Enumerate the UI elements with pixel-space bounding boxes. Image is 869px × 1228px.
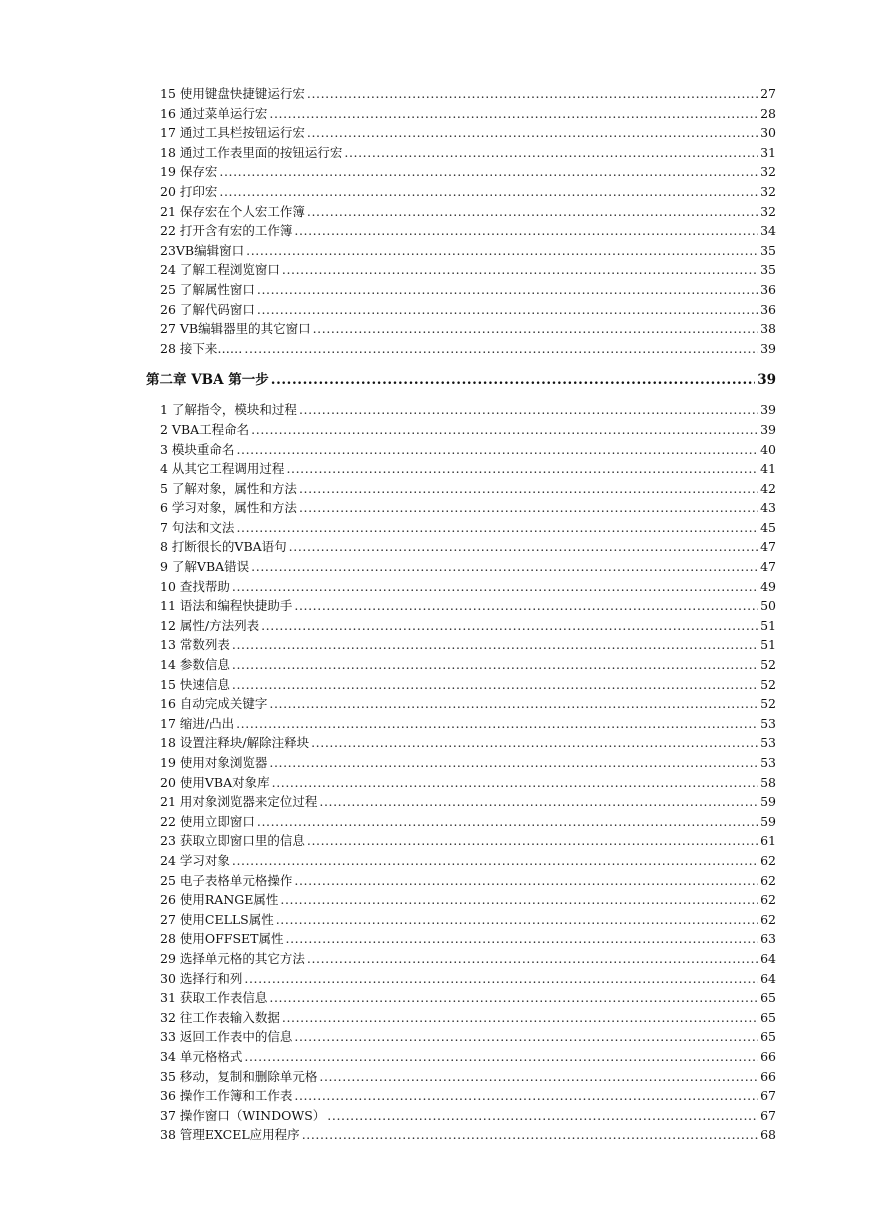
table-of-contents: [146, 84, 776, 1145]
toc-entry-page-number: 39: [760, 421, 776, 437]
toc-entry-label: 26 使用RANGE属性: [160, 892, 279, 908]
toc-entry-label: 31 获取工作表信息: [160, 990, 268, 1006]
chapter-page-number: 39: [757, 372, 776, 389]
toc-entry-label: 37 操作窗口（WINDOWS）: [160, 1107, 326, 1123]
toc-entry-page-number: 52: [760, 696, 776, 712]
toc-entry-page-number: 34: [760, 223, 776, 239]
toc-entry-label: 34 单元格格式: [160, 1048, 243, 1064]
dot-leader: [286, 929, 759, 949]
toc-entry-page-number: 27: [760, 86, 776, 101]
toc-entry[interactable]: [146, 851, 776, 871]
toc-entry[interactable]: [146, 773, 776, 793]
toc-entry-label: 15 快速信息: [160, 676, 230, 692]
toc-entry[interactable]: [146, 655, 776, 675]
toc-entry-page-number: 58: [760, 774, 776, 790]
dot-leader: [286, 459, 758, 479]
toc-entry-label: 9 了解VBA错误: [160, 559, 250, 575]
toc-entry-label: 33 返回工作表中的信息: [160, 1029, 293, 1045]
toc-entry[interactable]: [146, 221, 776, 241]
toc-entry-label: 30 选择行和列: [160, 970, 243, 986]
dot-leader: [236, 518, 758, 538]
dot-leader: [246, 241, 758, 261]
toc-entry[interactable]: [146, 440, 776, 460]
toc-entry-label: 32 往工作表输入数据: [160, 1009, 280, 1025]
toc-entry-page-number: 65: [760, 1029, 776, 1045]
dot-leader: [271, 370, 755, 390]
toc-entry[interactable]: [146, 420, 776, 440]
toc-section-b: [146, 400, 776, 1145]
dot-leader: [319, 1067, 758, 1087]
dot-leader: [294, 1027, 758, 1047]
toc-entry-page-number: 32: [760, 164, 776, 180]
toc-entry[interactable]: [146, 577, 776, 597]
dot-leader: [232, 577, 758, 597]
dot-leader: [251, 420, 758, 440]
toc-entry-page-number: 65: [760, 990, 776, 1006]
dot-leader: [282, 260, 758, 280]
dot-leader: [327, 1106, 758, 1126]
toc-entry-label: 23VB编辑窗口: [160, 242, 245, 258]
toc-entry-page-number: 53: [760, 715, 776, 731]
toc-entry[interactable]: [146, 459, 776, 479]
toc-entry[interactable]: [146, 616, 776, 636]
dot-leader: [307, 949, 758, 969]
toc-entry-page-number: 53: [760, 735, 776, 751]
toc-entry[interactable]: [146, 1047, 776, 1067]
toc-entry-page-number: 36: [760, 301, 776, 317]
toc-entry[interactable]: [146, 1106, 776, 1126]
toc-entry[interactable]: [146, 675, 776, 695]
toc-chapter-heading[interactable]: [146, 370, 776, 390]
toc-entry-label: 15 使用键盘快捷键运行宏: [160, 86, 305, 101]
toc-entry-page-number: 30: [760, 125, 776, 141]
dot-leader: [282, 1008, 758, 1028]
toc-entry-page-number: 43: [760, 500, 776, 516]
dot-leader: [294, 1086, 758, 1106]
chapter-title: 第二章 VBA 第一步: [146, 372, 269, 389]
dot-leader: [269, 104, 758, 124]
toc-entry-label: 24 了解工程浏览窗口: [160, 262, 280, 278]
dot-leader: [232, 635, 758, 655]
toc-entry[interactable]: [146, 831, 776, 851]
toc-entry[interactable]: [146, 1027, 776, 1047]
dot-leader: [257, 300, 758, 320]
toc-entry[interactable]: [146, 792, 776, 812]
toc-entry-label: 29 选择单元格的其它方法: [160, 950, 305, 966]
dot-leader: [244, 1047, 758, 1067]
dot-leader: [294, 221, 758, 241]
toc-entry[interactable]: [146, 123, 776, 143]
dot-leader: [299, 479, 758, 499]
dot-leader: [272, 773, 758, 793]
dot-leader: [276, 910, 758, 930]
toc-entry[interactable]: [146, 400, 776, 420]
toc-entry-label: 23 获取立即窗口里的信息: [160, 833, 305, 849]
dot-leader: [269, 753, 758, 773]
toc-entry[interactable]: [146, 694, 776, 714]
toc-entry[interactable]: [146, 1008, 776, 1028]
dot-leader: [257, 280, 758, 300]
toc-entry-label: 35 移动，复制和删除单元格: [160, 1068, 318, 1084]
toc-entry-page-number: 53: [760, 755, 776, 770]
toc-entry-page-number: 32: [760, 203, 776, 219]
dot-leader: [280, 890, 758, 910]
dot-leader: [294, 596, 758, 616]
toc-entry-page-number: 67: [760, 1088, 776, 1104]
dot-leader: [257, 812, 758, 832]
toc-entry-label: 19 使用对象浏览器: [160, 755, 268, 770]
toc-entry-page-number: 59: [760, 794, 776, 810]
toc-entry-label: 11 语法和编程快捷助手: [160, 598, 293, 614]
toc-entry-label: 28 使用OFFSET属性: [160, 931, 284, 947]
toc-entry-page-number: 66: [760, 1048, 776, 1064]
toc-entry-page-number: 61: [760, 833, 776, 849]
toc-entry[interactable]: [146, 1125, 776, 1145]
toc-entry-label: 13 常数列表: [160, 637, 230, 653]
toc-entry[interactable]: [146, 182, 776, 202]
toc-entry-label: 22 打开含有宏的工作簿: [160, 223, 293, 239]
toc-entry-label: 25 电子表格单元格操作: [160, 872, 293, 888]
toc-entry-page-number: 47: [760, 559, 776, 575]
toc-entry-label: 25 了解属性窗口: [160, 281, 255, 297]
toc-entry-page-number: 64: [760, 970, 776, 986]
toc-entry[interactable]: [146, 714, 776, 734]
toc-section-a: [146, 84, 776, 358]
toc-entry[interactable]: [146, 479, 776, 499]
dot-leader: [232, 655, 758, 675]
toc-entry-label: 1 了解指令，模块和过程: [160, 402, 297, 418]
toc-entry-page-number: 62: [760, 892, 776, 908]
toc-entry[interactable]: [146, 260, 776, 280]
toc-entry[interactable]: [146, 871, 776, 891]
toc-entry-label: 22 使用立即窗口: [160, 813, 255, 829]
toc-entry[interactable]: [146, 949, 776, 969]
toc-entry-page-number: 35: [760, 242, 776, 258]
toc-entry[interactable]: [146, 969, 776, 989]
toc-entry[interactable]: [146, 104, 776, 124]
toc-entry[interactable]: [146, 1067, 776, 1087]
toc-entry-label: 21 保存宏在个人宏工作簿: [160, 203, 305, 219]
toc-entry-label: 19 保存宏: [160, 164, 218, 180]
toc-entry-label: 26 了解代码窗口: [160, 301, 255, 317]
toc-entry-label: 36 操作工作簿和工作表: [160, 1088, 293, 1104]
toc-entry-page-number: 59: [760, 813, 776, 829]
toc-entry[interactable]: [146, 537, 776, 557]
toc-entry-label: 8 打断很长的VBA语句: [160, 539, 287, 555]
toc-entry[interactable]: [146, 84, 776, 104]
toc-entry[interactable]: [146, 1086, 776, 1106]
toc-entry-label: 7 句法和文法: [160, 519, 235, 535]
toc-entry-label: 28 接下来……: [160, 340, 243, 356]
dot-leader: [236, 440, 758, 460]
toc-entry-page-number: 40: [760, 441, 776, 457]
toc-entry-label: 14 参数信息: [160, 657, 230, 673]
dot-leader: [299, 400, 758, 420]
dot-leader: [244, 969, 758, 989]
dot-leader: [289, 537, 758, 557]
toc-entry-label: 21 用对象浏览器来定位过程: [160, 794, 318, 810]
toc-entry[interactable]: [146, 319, 776, 339]
toc-entry-page-number: 67: [760, 1107, 776, 1123]
toc-entry-page-number: 31: [760, 144, 776, 160]
toc-entry-page-number: 32: [760, 183, 776, 199]
toc-entry-page-number: 66: [760, 1068, 776, 1084]
dot-leader: [307, 831, 758, 851]
toc-entry-page-number: 68: [760, 1127, 776, 1143]
toc-entry-page-number: 38: [760, 321, 776, 337]
toc-entry-label: 20 打印宏: [160, 183, 218, 199]
toc-entry[interactable]: [146, 812, 776, 832]
toc-entry-label: 17 缩进/凸出: [160, 715, 235, 731]
toc-entry-page-number: 51: [760, 617, 776, 633]
toc-entry-page-number: 63: [760, 931, 776, 947]
toc-entry[interactable]: [146, 498, 776, 518]
toc-entry[interactable]: [146, 910, 776, 930]
toc-entry-label: 18 设置注释块/解除注释块: [160, 735, 310, 751]
toc-entry-label: 38 管理EXCEL应用程序: [160, 1127, 300, 1143]
dot-leader: [299, 498, 758, 518]
toc-entry[interactable]: [146, 890, 776, 910]
toc-entry-page-number: 50: [760, 598, 776, 614]
toc-entry[interactable]: [146, 162, 776, 182]
toc-entry-label: 27 使用CELLS属性: [160, 911, 274, 927]
toc-entry-page-number: 62: [760, 911, 776, 927]
toc-entry-page-number: 52: [760, 657, 776, 673]
dot-leader: [232, 675, 758, 695]
toc-entry-page-number: 36: [760, 281, 776, 297]
dot-leader: [302, 1125, 758, 1145]
toc-entry[interactable]: [146, 202, 776, 222]
toc-entry-page-number: 62: [760, 852, 776, 868]
dot-leader: [313, 319, 759, 339]
toc-entry-page-number: 41: [760, 461, 776, 477]
toc-entry-label: 2 VBA工程命名: [160, 421, 250, 437]
dot-leader: [307, 84, 758, 104]
toc-entry-label: 18 通过工作表里面的按钮运行宏: [160, 144, 343, 160]
toc-entry-page-number: 39: [760, 340, 776, 356]
toc-entry-page-number: 47: [760, 539, 776, 555]
toc-entry-label: 27 VB编辑器里的其它窗口: [160, 321, 311, 337]
toc-entry-page-number: 62: [760, 872, 776, 888]
dot-leader: [307, 123, 758, 143]
toc-entry[interactable]: [146, 300, 776, 320]
toc-entry[interactable]: [146, 518, 776, 538]
dot-leader: [236, 714, 758, 734]
toc-entry-label: 6 学习对象，属性和方法: [160, 500, 297, 516]
toc-entry-page-number: 51: [760, 637, 776, 653]
toc-entry-label: 10 查找帮助: [160, 578, 230, 594]
dot-leader: [294, 871, 758, 891]
toc-entry[interactable]: [146, 753, 776, 773]
dot-leader: [219, 182, 758, 202]
dot-leader: [307, 202, 758, 222]
dot-leader: [311, 733, 758, 753]
toc-entry-page-number: 52: [760, 676, 776, 692]
toc-entry-label: 17 通过工具栏按钮运行宏: [160, 125, 305, 141]
toc-entry-page-number: 28: [760, 105, 776, 121]
dot-leader: [269, 988, 758, 1008]
toc-entry-page-number: 65: [760, 1009, 776, 1025]
dot-leader: [269, 694, 758, 714]
toc-entry-label: 12 属性/方法列表: [160, 617, 260, 633]
toc-entry-label: 4 从其它工程调用过程: [160, 461, 285, 477]
dot-leader: [232, 851, 758, 871]
toc-entry[interactable]: [146, 635, 776, 655]
toc-entry-label: 5 了解对象，属性和方法: [160, 480, 297, 496]
dot-leader: [344, 143, 758, 163]
toc-entry-page-number: 64: [760, 950, 776, 966]
toc-entry[interactable]: [146, 988, 776, 1008]
toc-entry[interactable]: [146, 557, 776, 577]
dot-leader: [261, 616, 758, 636]
toc-entry-page-number: 49: [760, 578, 776, 594]
toc-entry-label: 3 模块重命名: [160, 441, 235, 457]
toc-entry-page-number: 35: [760, 262, 776, 278]
dot-leader: [244, 339, 758, 359]
toc-entry[interactable]: [146, 929, 776, 949]
toc-entry-label: 20 使用VBA对象库: [160, 774, 270, 790]
toc-entry[interactable]: [146, 596, 776, 616]
toc-entry-label: 24 学习对象: [160, 852, 230, 868]
dot-leader: [319, 792, 758, 812]
toc-entry[interactable]: [146, 241, 776, 261]
toc-entry-label: 16 自动完成关键字: [160, 696, 268, 712]
toc-entry-page-number: 45: [760, 519, 776, 535]
dot-leader: [219, 162, 758, 182]
toc-entry-label: 16 通过菜单运行宏: [160, 105, 268, 121]
toc-entry[interactable]: [146, 339, 776, 359]
toc-entry[interactable]: [146, 733, 776, 753]
toc-entry-page-number: 42: [760, 480, 776, 496]
toc-entry[interactable]: [146, 143, 776, 163]
toc-entry[interactable]: [146, 280, 776, 300]
dot-leader: [251, 557, 758, 577]
toc-entry-page-number: 39: [760, 402, 776, 418]
